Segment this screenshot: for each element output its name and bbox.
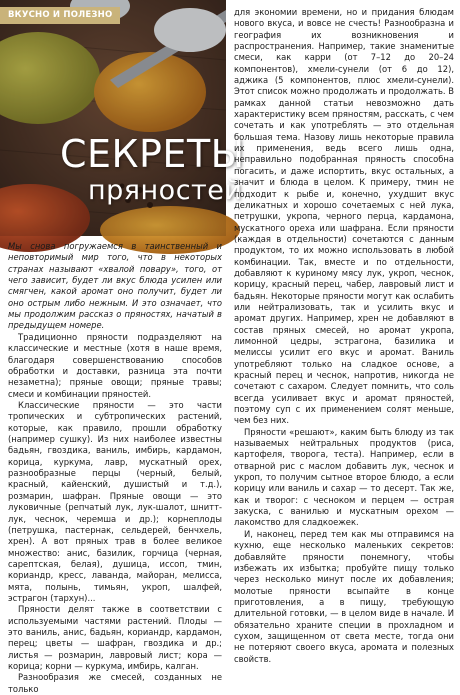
paragraph: Классические пряности — это части тропических и субтропических растений, которые, как правило, прошли обработку (например сушку). Из них наиболее известны бадьян, гвоздика, ваниль, имбирь, кардамон, корица, куркума, лавр, мускатный орех, разнообразные перцы (черный, белый, красный, кайенский, душистый и т.д.), розмарин, шафран. Пряные овощи — это луковичные (репчатый лук, лук-шалот, шнитт-лук, чеснок, черемша и др.); корнеплоды (петрушка, пастернак, сельдерей, бенчхель, хрен). А вот пряных трав в более великое множество: анис, базилик, горчица (черная, сарептская, белая), душица, иссоп, тмин, кориандр, кресс, лаванда, майоран, мелисса, мята, полынь, тимьян, укроп, шалфей, эстрагон (тархун)... [8, 400, 222, 603]
left-column [8, 332, 222, 695]
spices-photo [0, 0, 245, 236]
paragraph: Традиционно пряности подразделяют на классические и местные (хотя в наше время, благодаря совершенствованию способов обработки и доставки, разница эта почти незаметна); пряные овощи; пряные травы; смеси и комбинации пряностей. [8, 332, 222, 399]
lead-text: Мы снова погружаемся в таинственный и неповторимый мир того, что в некоторых странах называют «хвалой повару», того, от чего зависит, будет ли вкус блюда усилен или смягчен, какой аромат оно получит, будет ли оно острым либо нежным. И это означает, что мы продолжим рассказ о пряностях, начатый в предыдущем номере. [8, 241, 222, 331]
paragraph: для экономии времени, но и придания блюдам нового вкуса, и вовсе не счесть! Разнообразна и география их возникновения и распространения. Например, такие знаменитые смеси, как карри (от 7–12 до 20–24 компонентов), хмели-сунели (от 6 до 12), аджика (5 компонентов, плюс хмели-сунели). Этот список можно продолжать и продолжать. В рамках данной статьи невозможно дать характеристику всем пряностям, расскать, с чем сочетать и как употреблять — это отдельная большая тема. Назову лишь некоторые правила их применения, ведь всего лишь одна, неправильно подобранная пряность способна погасить, и даже испортить, вкус остальных, а значит и блюда в целом. К примеру, тмин не подходит к рыбе и, конечно, ухудшит вкус деликатных и хорошо сочетаемых с ней лука, петрушки, укропа, черного перца, кардамона, мускатного ореха или шафрана. Если пряности (каждая в отдельности) сочетаются с данным продуктом, то их можно использовать в любой комбинации. Так, вместе и по отдельности, добавляют к куриному мясу лук, укроп, чеснок, корицу, красный перец, чабер, лавровый лист и бадьян. Некоторые пряности могут как ослабить или нейтрализовать, так и усилить вкус и аромат других. Например, хрен не добавляют в состав пряных смесей, но аромат укропа, лимонной цедры, эстрагона, базилика и мелиссы усилит его вкус и аромат. Ваниль употребляют только на сладкое основе, а красный перец и чеснок, напротив, никогда не сочетают с сахаром. Следует помнить, что соль всегда усиливает вкус и аромат пряностей, поэтому суп с их применением солят меньше, чем без них. [234, 7, 454, 426]
paragraph: Пряности делят также в соответствии с используемыми частями растений. Плоды — это ваниль, анис, бадьян, кориандр, кардамон, перец; цветы — шафран, гвоздика и др.; листья — розмарин, лавровый лист; кора — корица; корни — куркума, имбирь, калган. [8, 604, 222, 671]
section-tag: ВКУСНО И ПОЛЕЗНО [0, 7, 120, 24]
paragraph: Пряности «решают», каким быть блюду из так называемых нейтральных продуктов (риса, картофеля, творога, теста). Например, если в отварной рис с маслом добавить лук, чеснок и укроп, то получим сытное второе блюдо, а если корицу или ваниль и сахар — то десерт. Так же, как и творог: с чесноком и перцем — острая закуска, с ванилью и мускатным орехом — лакомство для сладкоежек. [234, 426, 454, 528]
article-subtitle: пряностей [88, 175, 243, 206]
right-column [234, 7, 454, 665]
paragraph: Разнообразия же смесей, созданных не только [8, 672, 222, 694]
lead-paragraph [8, 241, 222, 332]
article-title: СЕКРЕТЫ [60, 132, 245, 176]
paragraph: И, наконец, перед тем как мы отправимся на кухню, еще несколько маленьких секретов: добавляйте пряности понемногу, чтобы избежать их избытка; пробуйте пищу только через несколько минут после их добавления; молотые пряности всыпайте в конце приготовления, а в пищу, требующую длительной готовки, — в целом виде в начале. И обязательно храните специи в прохладном и сухом, защищенном от света месте, тогда они не потеряют своего вкуса, аромата и полезных свойств. [234, 528, 454, 664]
